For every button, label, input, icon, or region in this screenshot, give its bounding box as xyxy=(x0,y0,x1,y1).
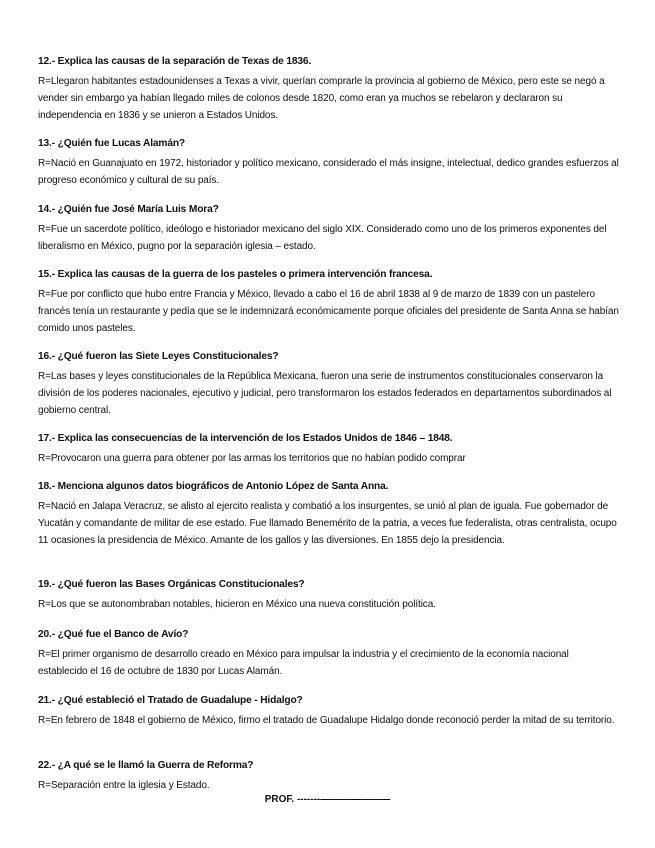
answer-text: R=En febrero de 1848 el gobierno de México, firmo el tratado de Guadalupe Hidalgo donde reconoció perder la mitad de su territorio. xyxy=(38,715,615,726)
question-13 xyxy=(38,137,620,189)
question-title: 20.- ¿Qué fue el Banco de Avío? xyxy=(38,629,189,640)
question-21 xyxy=(38,694,620,729)
answer-text: R=Provocaron una guerra para obtener por las armas los territorios que no habían podido comprar xyxy=(38,453,466,464)
question-16 xyxy=(38,350,620,420)
question-12 xyxy=(38,55,620,125)
question-18 xyxy=(38,480,620,550)
answer-text: R=Separación entre la iglesia y Estado. xyxy=(38,780,210,791)
answer-text: R=Llegaron habitantes estadounidenses a Texas a vivir, querían comprarle la provincia al gobierno de México, pero este se negó a vender sin embargo ya habían llegado miles de colonos desde 1820, como eran ya muchos se rebelaron y declararon su independencia en 1836 y se unieron a Estados Unidos. xyxy=(38,76,605,122)
answer-text: R=Nació en Guanajuato en 1972, historiador y político mexicano, considerado el más insigne, intelectual, dedico grandes esfuerzos al progreso económico y cultural de su país. xyxy=(38,158,619,187)
question-title: 14.- ¿Quién fue José María Luis Mora? xyxy=(38,204,219,215)
question-title: 21.- ¿Qué estableció el Tratado de Guadalupe - Hidalgo? xyxy=(38,695,303,706)
question-title: 22.- ¿A qué se le llamó la Guerra de Reforma? xyxy=(38,760,254,771)
question-title: 15.- Explica las causas de la guerra de los pasteles o primera intervención francesa. xyxy=(38,269,433,280)
answer-text: R=Los que se autonombraban notables, hicieron en México una nueva constitución política. xyxy=(38,599,436,610)
question-20 xyxy=(38,628,620,680)
question-19 xyxy=(38,578,620,613)
question-22 xyxy=(38,759,620,794)
question-title: 16.- ¿Qué fueron las Siete Leyes Constitucionales? xyxy=(38,351,279,362)
question-15 xyxy=(38,268,620,338)
answer-text: R=Fue por conflicto que hubo entre Francia y México, llevado a cabo el 16 de abril 1838 al 9 de marzo de 1839 con un pastelero francés tenía un restaurante y pedía que se le indemnizará económicamente porque oficiales del presidente de Santa Anna se habían comido unos pasteles. xyxy=(38,289,619,335)
professor-signature-line: PROF. -------——————— xyxy=(264,794,391,805)
answer-text: R=El primer organismo de desarrollo creado en México para impulsar la industria y el crecimiento de la economía nacional establecido el 16 de octubre de 1830 por Lucas Alamán. xyxy=(38,649,569,678)
question-title: 12.- Explica las causas de la separación de Texas de 1836. xyxy=(38,56,312,67)
question-title: 18.- Menciona algunos datos biográficos de Antonio López de Santa Anna. xyxy=(38,481,389,492)
question-title: 19.- ¿Qué fueron las Bases Orgánicas Constitucionales? xyxy=(38,579,305,590)
answer-text: R=Las bases y leyes constitucionales de la República Mexicana, fueron una serie de instrumentos constitucionales conservaron la división de los poderes nacionales, ejecutivo y judicial, pero transformaron los estados federados en departamentos subordinados al gobierno central. xyxy=(38,371,612,417)
answer-text: R=Fue un sacerdote político, ideólogo e historiador mexicano del siglo XIX. Considerado como uno de los primeros exponentes del liberalismo en México, pugno por la separación iglesia – estado. xyxy=(38,224,607,253)
question-title: 13.- ¿Quién fue Lucas Alamán? xyxy=(38,138,185,149)
answer-text: R=Nació en Jalapa Veracruz, se alisto al ejercito realista y combatió a los insurgentes, se unió al plan de iguala. Fue gobernador de Yucatán y comandante de militar de ese estado. Fue llamado Benemérito de la patria, a veces fue federalista, otras centralista, ocupo 11 ocasiones la presidencia de México. Amante de los gallos y las diversiones. En 1855 dejo la presidencia. xyxy=(38,501,617,547)
question-17 xyxy=(38,432,620,467)
question-14 xyxy=(38,203,620,255)
question-title: 17.- Explica las consecuencias de la intervención de los Estados Unidos de 1846 – 1848. xyxy=(38,433,453,444)
